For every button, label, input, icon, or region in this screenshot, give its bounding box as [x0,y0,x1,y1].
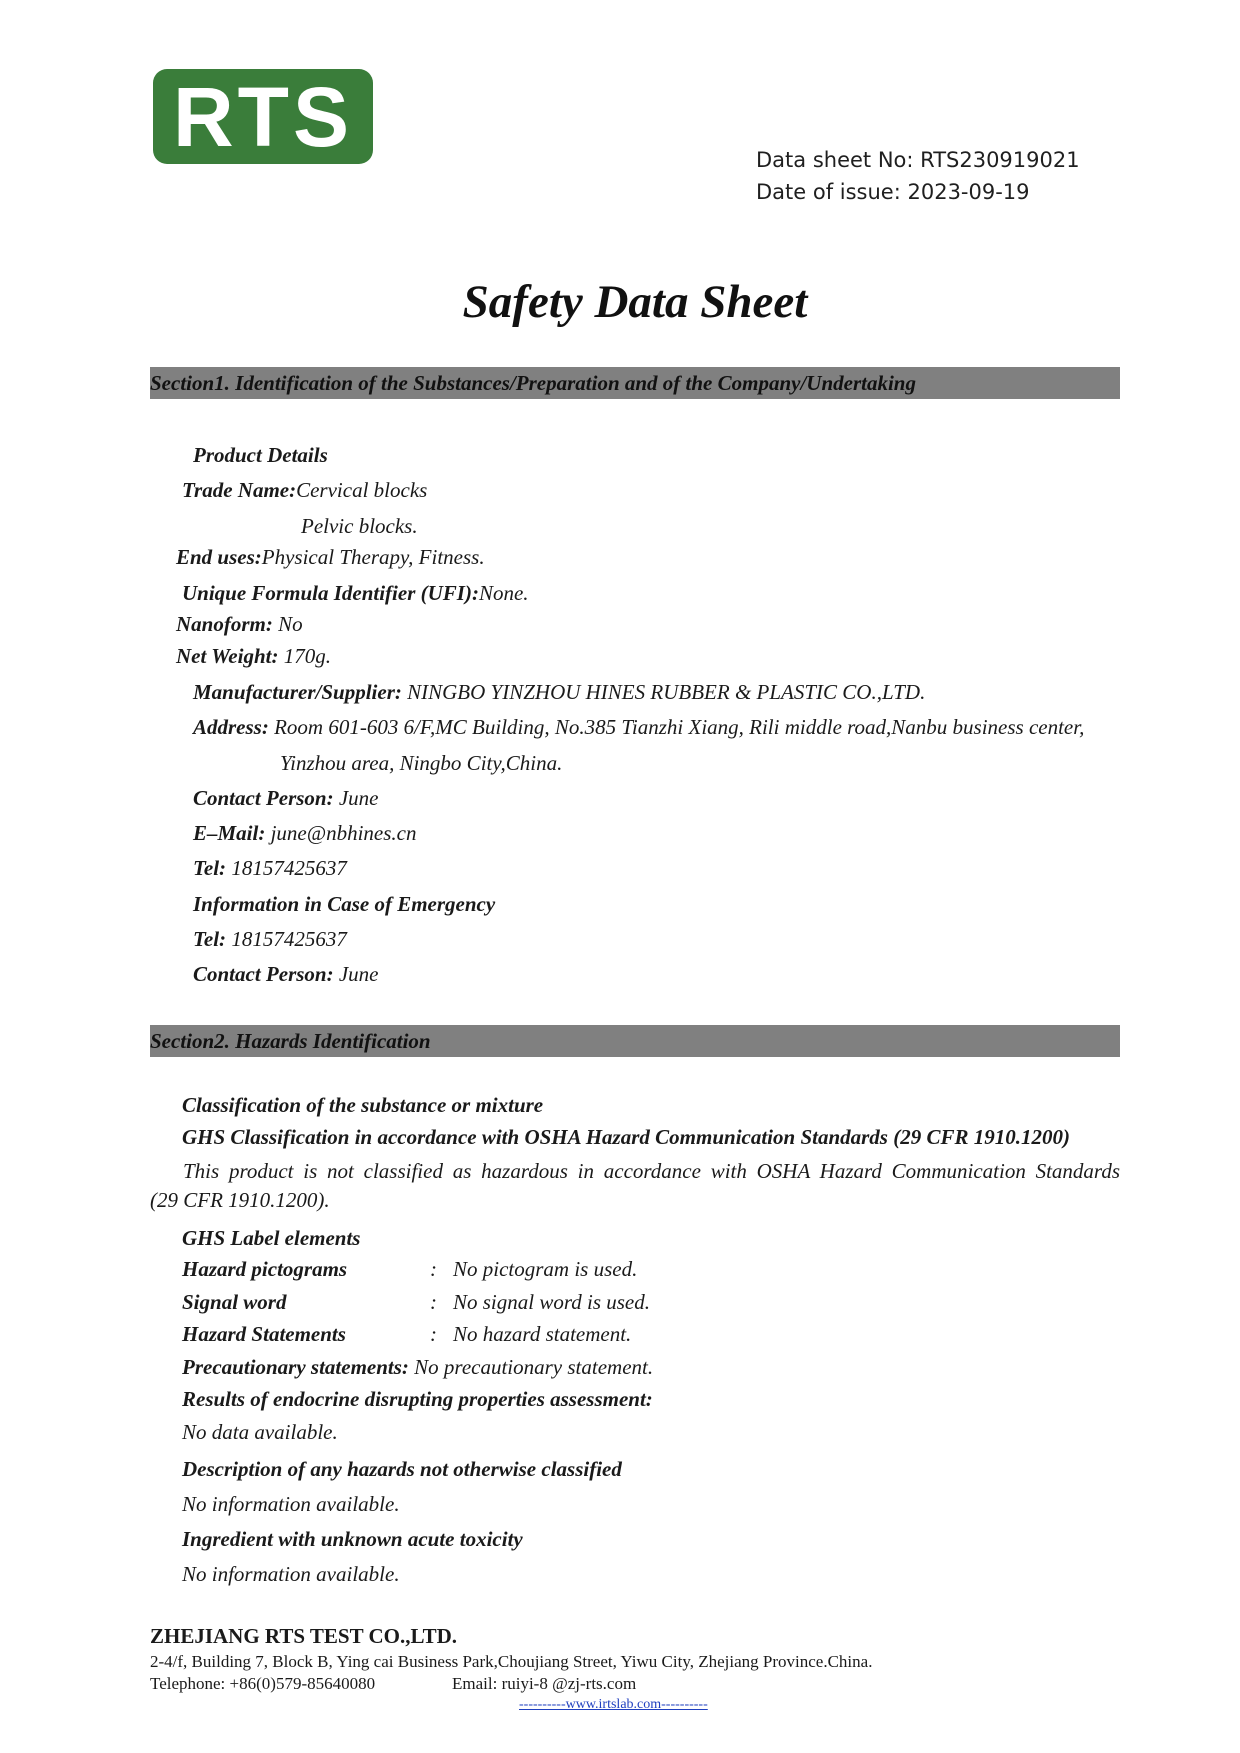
ufi-value: None. [478,581,529,605]
net-weight-row [176,644,331,669]
unknown-toxicity-value: No information available. [182,1562,400,1586]
unknown-toxicity-heading: Ingredient with unknown acute toxicity [182,1527,523,1551]
precautionary-value: No precautionary statement. [408,1355,654,1379]
classification-statement-line-2: (29 CFR 1910.1200). [150,1188,330,1212]
ufi-label: Unique Formula Identifier (UFI): [182,581,479,605]
precautionary-row [182,1355,653,1380]
hazard-statements-colon: : [430,1322,437,1346]
hazard-statements-label: Hazard Statements [182,1322,346,1346]
manufacturer-row [193,680,925,705]
ghs-label-elements-heading: GHS Label elements [182,1226,361,1250]
email-label: E–Mail: [193,821,266,845]
section2-heading: Section2. Hazards Identification [150,1029,431,1053]
footer-telephone: Telephone: +86(0)579-85640080 [150,1674,376,1693]
date-of-issue: Date of issue: 2023-09-19 [756,180,1030,204]
data-sheet-number: Data sheet No: RTS230919021 [756,148,1080,172]
emergency-contact-row [193,962,379,987]
net-weight-label: Net Weight: [176,644,279,668]
email-value: june@nbhines.cn [265,821,417,845]
precautionary-label: Precautionary statements: [182,1355,409,1379]
emergency-heading: Information in Case of Emergency [193,892,496,916]
footer-website-link[interactable]: ----------www.irtslab.com---------- [519,1697,708,1712]
hazard-pictograms-value: No pictogram is used. [453,1257,638,1281]
classification-heading: Classification of the substance or mixture [182,1093,544,1117]
signal-word-label: Signal word [182,1290,287,1314]
endocrine-value: No data available. [182,1420,338,1444]
ghs-classification-heading: GHS Classification in accordance with OSHA Hazard Communication Standards (29 CFR 1910.1200) [182,1125,1070,1149]
section1-heading: Section1. Identification of the Substances/Preparation and of the Company/Undertaking [150,371,916,395]
email-row [193,821,416,846]
emergency-tel-value: 18157425637 [226,927,347,951]
address-label: Address: [193,715,269,739]
nanoform-value: No [272,612,303,636]
hazard-statements-value: No hazard statement. [453,1322,632,1346]
end-uses-label: End uses: [176,545,262,569]
end-uses-value: Physical Therapy, Fitness. [261,545,485,569]
hnoc-value: No information available. [182,1492,400,1516]
section2-header-bar [150,1025,1120,1057]
hazard-pictograms-label: Hazard pictograms [182,1257,348,1281]
ufi-row [182,581,529,606]
classification-statement-line-1: This product is not classified as hazardous in accordance with OSHA Hazard Communication Standards [183,1159,1120,1183]
tel-label: Tel: [193,856,227,880]
trade-name-value-2: Pelvic blocks. [301,514,418,538]
address-value-2: Yinzhou area, Ningbo City,China. [280,751,563,775]
contact-person-value: June [333,786,379,810]
logo-text: RTS [173,69,353,164]
tel-value: 18157425637 [226,856,347,880]
section1-header-bar [150,367,1120,399]
emergency-contact-label: Contact Person: [193,962,334,986]
net-weight-value: 170g. [278,644,331,668]
emergency-tel-label: Tel: [193,927,227,951]
end-uses-row [176,545,485,570]
contact-person-row [193,786,379,811]
signal-word-value: No signal word is used. [453,1290,650,1314]
footer-email: Email: ruiyi-8 @zj-rts.com [452,1674,637,1693]
emergency-tel-row [193,927,347,952]
emergency-contact-value: June [333,962,379,986]
endocrine-heading: Results of endocrine disrupting properties assessment: [182,1387,653,1411]
footer-company-name: ZHEJIANG RTS TEST CO.,LTD. [150,1624,457,1648]
product-details-heading: Product Details [193,443,328,467]
hazard-pictograms-colon: : [430,1257,437,1281]
nanoform-label: Nanoform: [176,612,273,636]
address-value-1: Room 601-603 6/F,MC Building, No.385 Tianzhi Xiang, Rili middle road,Nanbu business center, [268,715,1085,739]
contact-person-label: Contact Person: [193,786,334,810]
nanoform-row [176,612,303,637]
trade-name-label: Trade Name: [182,478,297,502]
footer-address: 2-4/f, Building 7, Block B, Ying cai Business Park,Choujiang Street, Yiwu City, Zhejiang Province.China. [150,1652,873,1671]
trade-name-row [182,478,427,503]
tel-row [193,856,347,881]
trade-name-value-1: Cervical blocks [296,478,428,502]
signal-word-colon: : [430,1290,437,1314]
manufacturer-value: NINGBO YINZHOU HINES RUBBER & PLASTIC CO.,LTD. [401,680,926,704]
hnoc-heading: Description of any hazards not otherwise classified [182,1457,622,1481]
rts-logo [153,69,373,164]
manufacturer-label: Manufacturer/Supplier: [193,680,402,704]
page-title: Safety Data Sheet [462,276,808,328]
address-row [193,715,1084,740]
